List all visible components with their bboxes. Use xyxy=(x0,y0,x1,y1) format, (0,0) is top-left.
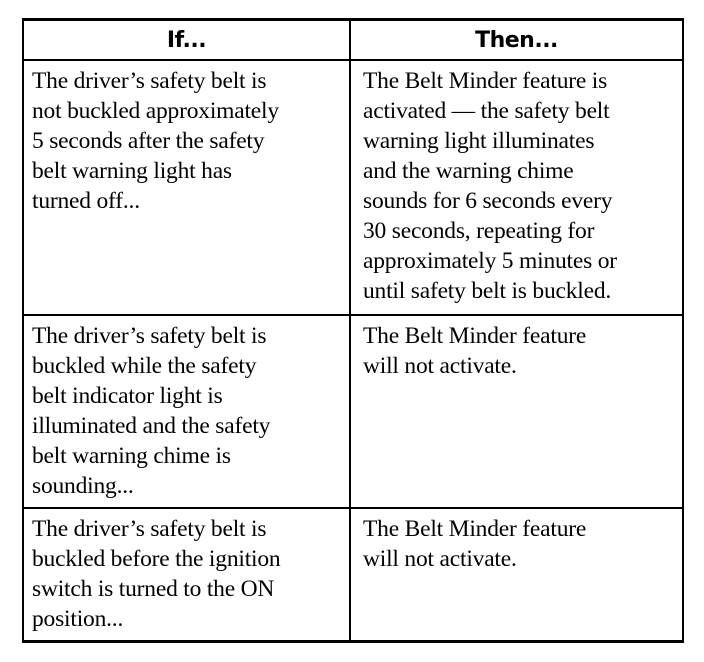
if-cell xyxy=(23,315,350,508)
header-then: Then... xyxy=(350,20,683,61)
text-line: The driver’s safety belt is xyxy=(32,516,267,542)
text-line: not buckled approximately xyxy=(32,98,279,124)
text-line: 5 seconds after the safety xyxy=(32,128,265,154)
text-line: and the warning chime xyxy=(363,158,574,184)
text-line: sounding... xyxy=(32,473,134,499)
text-line: belt indicator light is xyxy=(32,383,223,409)
text-line: The driver’s safety belt is xyxy=(32,323,267,349)
text-line: illuminated and the safety xyxy=(32,413,271,439)
text-line: The Belt Minder feature xyxy=(363,323,587,349)
then-cell xyxy=(350,60,683,315)
table-row xyxy=(23,60,683,315)
table-row xyxy=(23,508,683,642)
text-line: The Belt Minder feature is xyxy=(363,68,608,94)
text-line: warning light illuminates xyxy=(363,128,595,154)
then-cell xyxy=(350,315,683,508)
text-line: belt warning chime is xyxy=(32,443,231,469)
text-line: will not activate. xyxy=(363,546,517,572)
text-line: buckled while the safety xyxy=(32,353,257,379)
if-cell xyxy=(23,60,350,315)
text-line: until safety belt is buckled. xyxy=(363,278,612,304)
table-row xyxy=(23,315,683,508)
text-line: approximately 5 minutes or xyxy=(363,248,617,274)
text-line: belt warning light has xyxy=(32,158,232,184)
text-line: 30 seconds, repeating for xyxy=(363,218,595,244)
then-cell xyxy=(350,508,683,642)
belt-minder-table xyxy=(22,18,684,643)
text-line: position... xyxy=(32,606,124,632)
text-line: buckled before the ignition xyxy=(32,546,281,572)
text-line: sounds for 6 seconds every xyxy=(363,188,613,214)
table-header-row xyxy=(23,20,683,61)
header-if: If... xyxy=(23,20,350,61)
text-line: switch is turned to the ON xyxy=(32,576,275,602)
if-cell xyxy=(23,508,350,642)
text-line: activated — the safety belt xyxy=(363,98,610,124)
text-line: turned off... xyxy=(32,188,140,214)
text-line: will not activate. xyxy=(363,353,517,379)
text-line: The driver’s safety belt is xyxy=(32,68,267,94)
text-line: The Belt Minder feature xyxy=(363,516,587,542)
